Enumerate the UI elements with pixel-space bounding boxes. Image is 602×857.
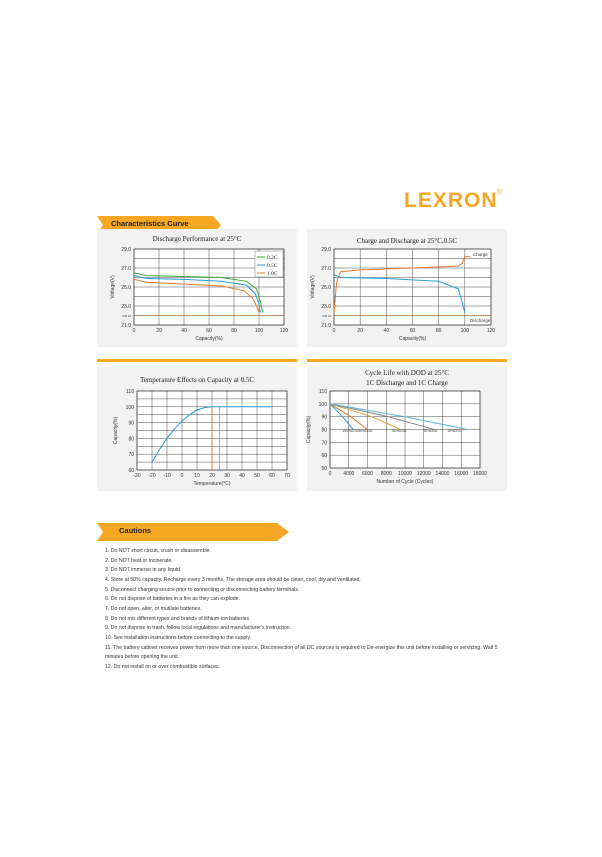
x-tick-label: -30 xyxy=(133,473,141,479)
chart-cycle-life xyxy=(307,367,507,491)
x-tick-label: 20 xyxy=(156,328,162,334)
y-tick-label: 25.0 xyxy=(121,285,131,291)
y-tick-label: 70 xyxy=(321,440,327,447)
x-tick-label: 10 xyxy=(194,473,200,479)
caution-item: 6. Do not dispose of batteries in a fire as they can explode. xyxy=(105,596,240,603)
x-axis-label: Capacity(%) xyxy=(195,336,223,342)
chart-temperature-effects xyxy=(97,367,297,491)
y-tick-label: 90 xyxy=(321,414,327,421)
chart-title: Cycle Life with DOD at 25°C xyxy=(365,369,449,377)
chart-charge-discharge xyxy=(307,229,507,347)
y-tick-label: 27.0 xyxy=(321,266,331,272)
divider-left xyxy=(97,359,297,362)
y-tick-label: 110 xyxy=(126,389,134,395)
discharge-annotation: Discharge xyxy=(470,318,491,323)
caution-item: 12. Do not install on or over combustible surfaces. xyxy=(105,663,221,670)
chart-title: Charge and Discharge at 25°C,0.5C xyxy=(356,237,458,245)
legend-label: 0.5C xyxy=(267,263,278,269)
x-tick-label: 0 xyxy=(332,328,336,334)
x-tick-label: 50 xyxy=(254,473,260,479)
cautions-banner xyxy=(97,523,297,541)
x-tick-label: -20 xyxy=(148,473,156,479)
dod-annotation: 50%DOD xyxy=(392,429,407,434)
y-tick-label: 25.0 xyxy=(321,285,331,291)
dod-annotation: 80%DOD xyxy=(358,429,373,434)
legend-label: 0.2C xyxy=(267,255,278,261)
x-tick-label: 8000 xyxy=(380,471,392,477)
dod-annotation: 100%DOD xyxy=(342,429,359,434)
y-axis-label: Capacity(%) xyxy=(306,415,312,444)
y-tick-label: 90 xyxy=(128,420,134,427)
x-tick-label: 40 xyxy=(383,328,390,334)
x-tick-label: 80 xyxy=(435,328,442,334)
x-tick-label: 120 xyxy=(486,328,496,334)
x-tick-label: 0 xyxy=(328,471,332,477)
x-tick-label: 20 xyxy=(357,328,363,334)
x-tick-label: 60 xyxy=(269,473,275,479)
x-tick-label: 70 xyxy=(284,473,290,479)
caution-item: 4. Store at 50% capacity. Recharge every 3 months. The storage area should be clean, cool, dry and ventilated. xyxy=(105,576,361,583)
x-tick-label: 40 xyxy=(181,328,187,334)
lexron-logo xyxy=(404,186,504,212)
chart-discharge-performance xyxy=(97,229,297,347)
caution-item: 10. See installation instructions before connecting to the supply. xyxy=(105,634,252,641)
y-tick-label: 21.0 xyxy=(321,323,331,329)
temperature-effects-svg xyxy=(97,367,297,491)
y-tick-label: 100 xyxy=(318,401,327,408)
chart-title: Discharge Performance at 25°C xyxy=(152,235,242,243)
y-tick-label: 29.0 xyxy=(121,247,131,253)
cautions-title: Cautions xyxy=(119,526,152,535)
divider-right xyxy=(307,359,507,362)
x-tick-label: 18000 xyxy=(473,471,487,477)
chart-subtitle: 1C Discharge and 1C Charge xyxy=(366,379,448,387)
x-tick-label: 0 xyxy=(180,473,184,479)
x-tick-label: 40 xyxy=(239,473,245,479)
y-tick-label: 100 xyxy=(125,404,134,411)
y-tick-label: 23.0 xyxy=(121,304,131,310)
x-tick-label: 0 xyxy=(132,328,136,334)
y-tick-label: 60 xyxy=(128,468,134,474)
x-tick-label: 120 xyxy=(279,328,289,334)
x-tick-label: 10000 xyxy=(398,471,412,477)
caution-item: 5. Disconnect charging source prior to connecting or disconnecting battery terminals. xyxy=(105,586,300,593)
x-tick-label: 16000 xyxy=(454,471,469,477)
x-tick-label: 100 xyxy=(254,328,264,334)
x-axis-label: Number of Cycle (Cycles) xyxy=(376,479,434,485)
x-tick-label: 12000 xyxy=(416,471,431,477)
x-axis-label: Capacity(%) xyxy=(398,336,427,342)
x-tick-label: 4000 xyxy=(343,471,355,477)
y-axis-label: Capacity(%) xyxy=(113,416,119,445)
y-tick-label: 80 xyxy=(128,436,134,443)
x-tick-label: 14000 xyxy=(435,471,450,477)
cautions-list xyxy=(105,547,505,673)
y-tick-label: 23.0 xyxy=(321,304,331,310)
y-axis-label: Voltage(V) xyxy=(310,275,316,299)
logo-text: LEXRON xyxy=(404,189,498,212)
caution-item: 2. Do NOT heat or incinerate. xyxy=(105,557,173,564)
chart-title: Temperature Effects on Capacity at 0.5C xyxy=(139,376,255,384)
y-tick-label: 29.0 xyxy=(321,247,331,253)
caution-item: 8. Do not mix different types and brands of lithium-ion batteries. xyxy=(105,615,251,622)
charge-annotation: Charge xyxy=(473,252,488,257)
caution-item: 7. Do not open, alter, or mutilate batteries. xyxy=(105,605,202,612)
y-tick-label: 110 xyxy=(319,389,327,395)
x-tick-label: 20 xyxy=(209,473,215,479)
lvd-label: LVD 22 xyxy=(121,314,131,318)
caution-item: 1. Do NOT short circuit, crush or disassemble. xyxy=(105,548,211,554)
x-tick-label: 60 xyxy=(409,328,416,334)
registered-mark: ® xyxy=(497,189,503,196)
x-tick-label: 30 xyxy=(224,473,230,479)
x-tick-label: 6000 xyxy=(361,471,374,477)
y-tick-label: 80 xyxy=(321,427,327,434)
caution-item: 3. Do NOT immerse in any liquid. xyxy=(105,567,182,574)
x-tick-label: 60 xyxy=(206,328,212,334)
y-axis-label: Voltage(V) xyxy=(110,275,116,299)
caution-item: 11. The battery cabinet receives power from more than one source. Disconnection of all DC sources is required to De-energize this unit before installing or servicing. Wait 5 minutes before opening the unit. xyxy=(105,644,498,661)
x-tick-label: 100 xyxy=(460,328,470,334)
characteristics-title: Characteristics Curve xyxy=(111,219,189,228)
dod-annotation: 30%DOD xyxy=(423,429,438,434)
y-tick-label: 70 xyxy=(128,452,134,459)
y-tick-label: 50 xyxy=(321,466,327,472)
charge-discharge-svg xyxy=(307,229,507,347)
lvd-label: LVD 22 xyxy=(321,314,331,318)
y-tick-label: 27.0 xyxy=(121,266,131,272)
cycle-life-svg xyxy=(307,367,507,491)
legend-label: 1.0C xyxy=(267,271,278,277)
x-axis-label: Temperature(°C) xyxy=(193,481,231,487)
x-tick-label: -10 xyxy=(163,473,171,479)
y-tick-label: 21.0 xyxy=(121,323,131,329)
discharge-performance-svg xyxy=(97,229,297,347)
x-tick-label: 80 xyxy=(231,328,237,334)
y-tick-label: 60 xyxy=(321,453,327,460)
caution-item: 9. Do not dispose in trash, follow local regulations and manufacturer's instruction. xyxy=(105,625,292,632)
dod-annotation: 20%DOD xyxy=(447,429,462,434)
